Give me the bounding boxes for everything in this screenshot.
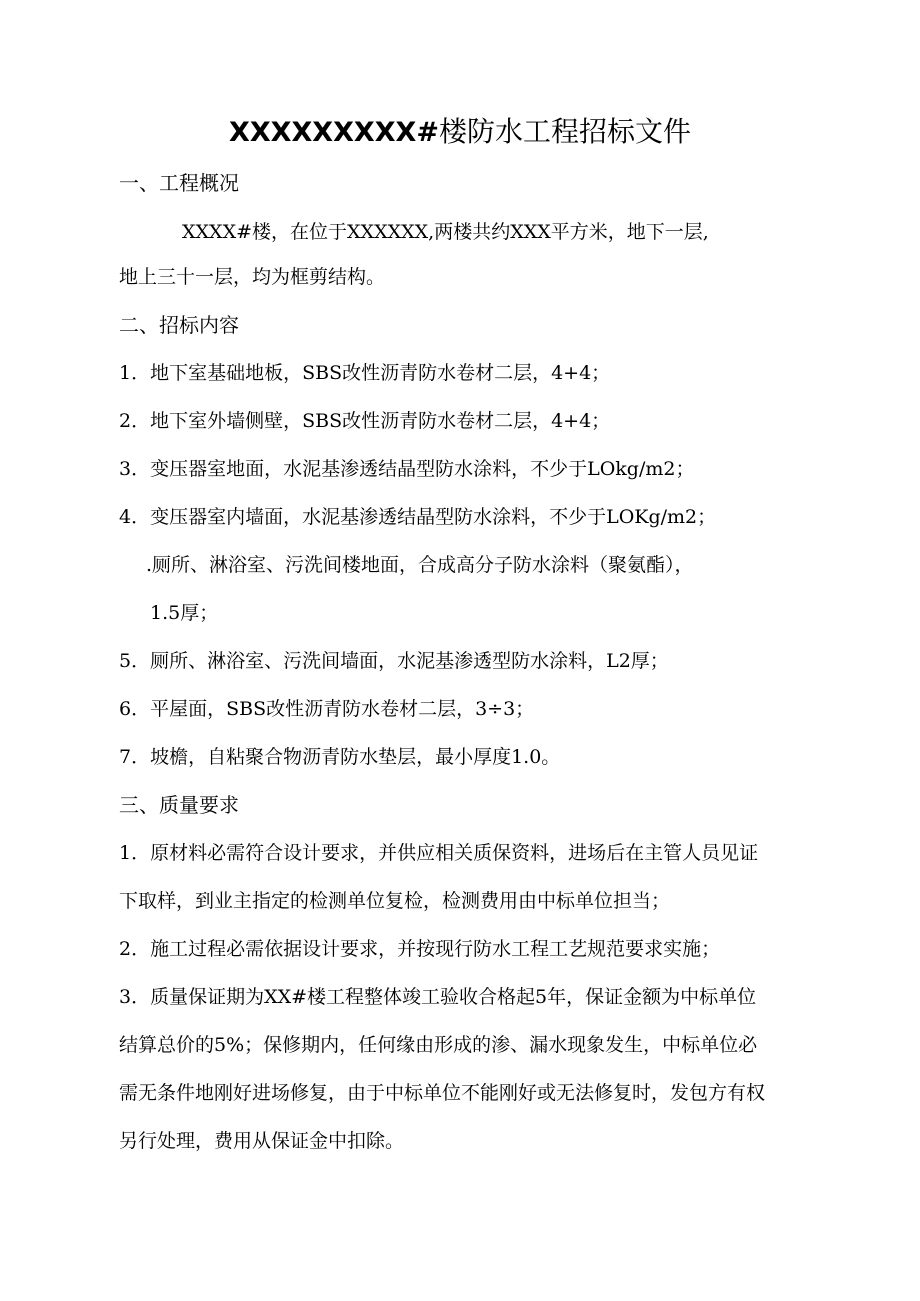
scope-item-5: 5．厕所、淋浴室、污洗间墙面，水泥基渗透型防水涂料，L2厚；: [119, 650, 669, 672]
overview-paragraph-line-1: XXXX#楼，在位于XXXXXX,两楼共约XXX平方米，地下一层,: [182, 221, 709, 243]
overview-paragraph-line-2: 地上三十一层，均为框剪结构。: [119, 266, 386, 288]
title-code: XXXXXXXXX#: [229, 117, 439, 148]
quality-item-2: 2．施工过程必需依据设计要求，并按现行防水工程工艺规范要求实施；: [119, 938, 721, 960]
scope-item-4: 4．变压器室内墙面，水泥基渗透结晶型防水涂料，不少于LOKg/m2；: [119, 506, 717, 528]
quality-item-1-line-1: 1．原材料必需符合设计要求，并供应相关质保资料，进场后在主管人员见证: [119, 842, 759, 864]
scope-item-6: 6．平屋面，SBS改性沥青防水卷材二层，3÷3；: [119, 698, 535, 720]
section-heading-quality: 三、质量要求: [119, 793, 239, 817]
quality-item-3-line-3: 需无条件地刚好进场修复，由于中标单位不能刚好或无法修复时，发包方有权: [119, 1082, 766, 1104]
scope-item-3: 3．变压器室地面，水泥基渗透结晶型防水涂料，不少于LOkg/m2；: [119, 458, 695, 480]
document-title: [0, 112, 920, 153]
scope-item-2: 2．地下室外墙侧壁，SBS改性沥青防水卷材二层，4+4；: [119, 410, 611, 432]
scope-item-7: 7．坡檐，自粘聚合物沥青防水垫层，最小厚度1.0。: [119, 746, 561, 768]
scope-item-1: 1．地下室基础地板，SBS改性沥青防水卷材二层，4+4；: [119, 362, 611, 384]
title-text: 楼防水工程招标文件: [438, 115, 691, 148]
quality-item-3-line-1: 3．质量保证期为XX#楼工程整体竣工验收合格起5年，保证金额为中标单位: [119, 986, 757, 1008]
section-heading-scope: 二、招标内容: [119, 313, 239, 337]
scope-item-unnumbered-continued: 1.5厚；: [150, 602, 219, 624]
scope-item-unnumbered: .厕所、淋浴室、污洗间楼地面，合成高分子防水涂料（聚氨酯），: [146, 554, 694, 576]
quality-item-3-line-2: 结算总价的5%；保修期内，任何缘由形成的渗、漏水现象发生，中标单位必: [119, 1034, 758, 1056]
section-heading-overview: 一、工程概况: [119, 171, 239, 195]
quality-item-3-line-4: 另行处理，费用从保证金中扣除。: [119, 1130, 405, 1152]
quality-item-1-line-2: 下取样，到业主指定的检测单位复检，检测费用由中标单位担当；: [119, 890, 671, 912]
